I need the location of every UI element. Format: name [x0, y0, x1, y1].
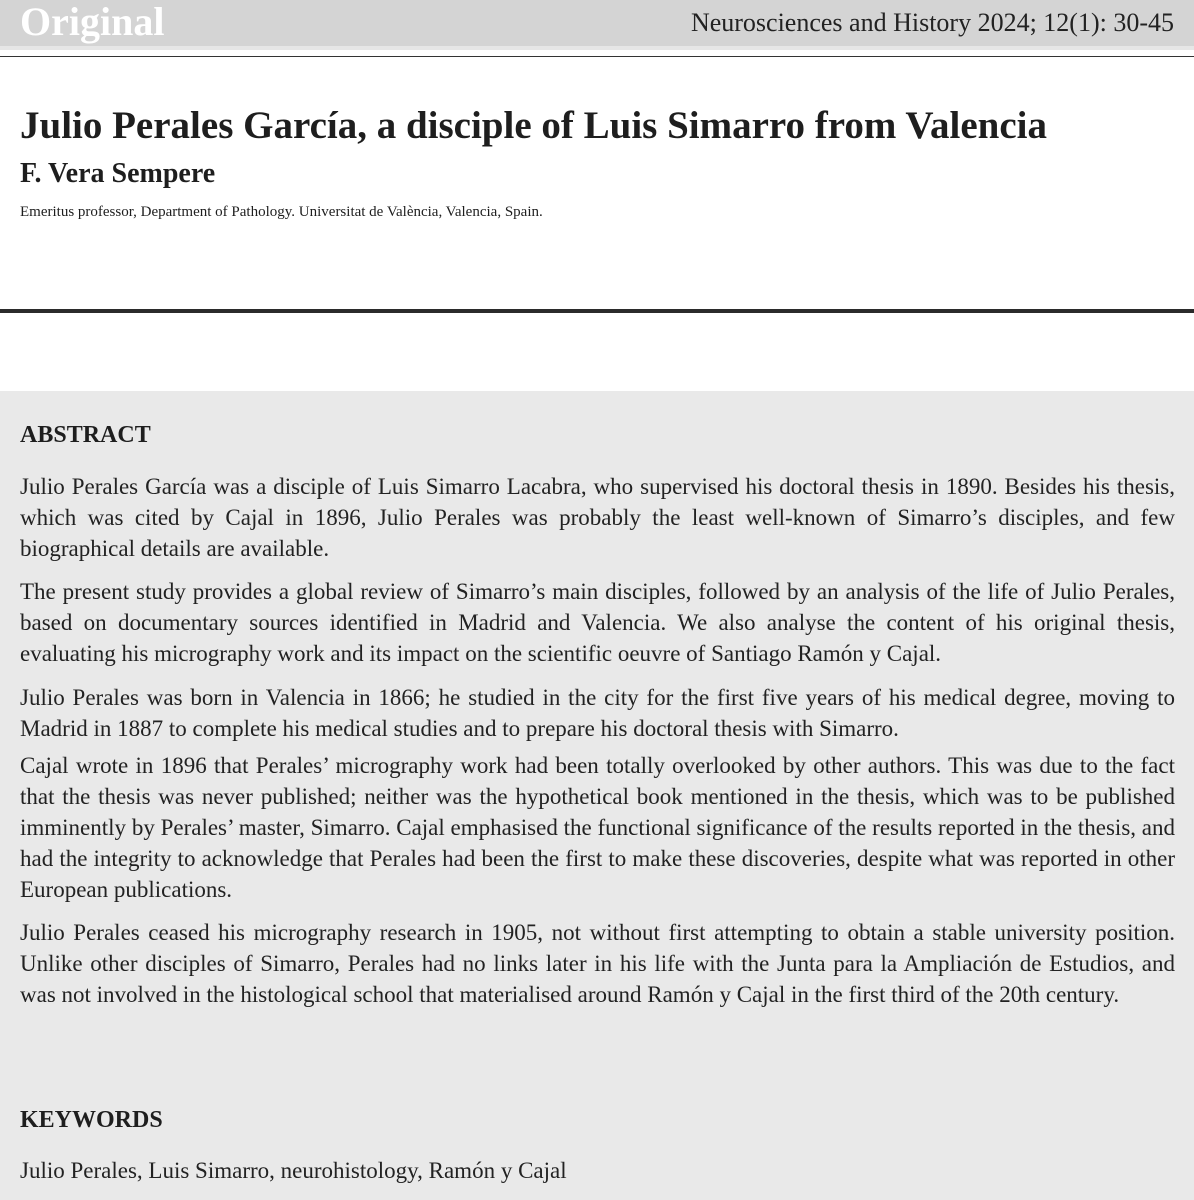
section-label: Original: [20, 0, 165, 44]
header-divider: [0, 56, 1194, 57]
keywords-list: Julio Perales, Luis Simarro, neurohistology, Ramón y Cajal: [20, 1158, 567, 1183]
journal-citation: Neurosciences and History 2024; 12(1): 30-45: [690, 8, 1174, 37]
abstract-paragraph: The present study provides a global review of Simarro’s main disciples, followed by an analysis of the life of Julio Perales, based on documentary sources identified in Madrid and Valencia. We also analyse the content of his original thesis, evaluating his micrography work and its impact on the scientific oeuvre of Santiago Ramón y Cajal.: [20, 579, 1175, 666]
article-title: Julio Perales García, a disciple of Luis Simarro from Valencia: [20, 104, 1047, 147]
author-name: F. Vera Sempere: [20, 158, 216, 189]
header-light-rule: [0, 46, 1194, 50]
abstract-paragraph: Cajal wrote in 1896 that Perales’ micrography work had been totally overlooked by other authors. This was due to the fact that the thesis was never published; neither was the hypothetical book mentioned in the thesis, which was to be published imminently by Perales’ master, Simarro. Cajal emphasised the functional significance of the results reported in the thesis, and had the integrity to acknowledge that Perales had been the first to make these discoveries, despite what was reported in other European publications.: [20, 753, 1175, 902]
abstract-paragraph: Julio Perales was born in Valencia in 1866; he studied in the city for the first five years of his medical degree, moving to Madrid in 1887 to complete his medical studies and to prepare his doctoral thesis with Simarro.: [20, 684, 1175, 741]
abstract-body: [20, 472, 1175, 1011]
abstract-heading: ABSTRACT: [20, 422, 151, 448]
title-divider: [0, 309, 1194, 313]
keywords-heading: KEYWORDS: [20, 1107, 163, 1133]
abstract-paragraph: Julio Perales García was a disciple of Luis Simarro Lacabra, who supervised his doctoral thesis in 1890. Besides his thesis, which was cited by Cajal in 1896, Julio Perales was probably the least well-known of Simarro’s disciples, and few biographical details are available.: [20, 474, 1175, 561]
author-affiliation: Emeritus professor, Department of Pathology. Universitat de València, Valencia, Spain.: [20, 204, 543, 220]
abstract-paragraph: Julio Perales ceased his micrography research in 1905, not without first attempting to obtain a stable university position. Unlike other disciples of Simarro, Perales had no links later in his life with the Junta para la Ampliación de Estudios, and was not involved in the histological school that materialised around Ramón y Cajal in the first third of the 20th century.: [20, 920, 1175, 1007]
